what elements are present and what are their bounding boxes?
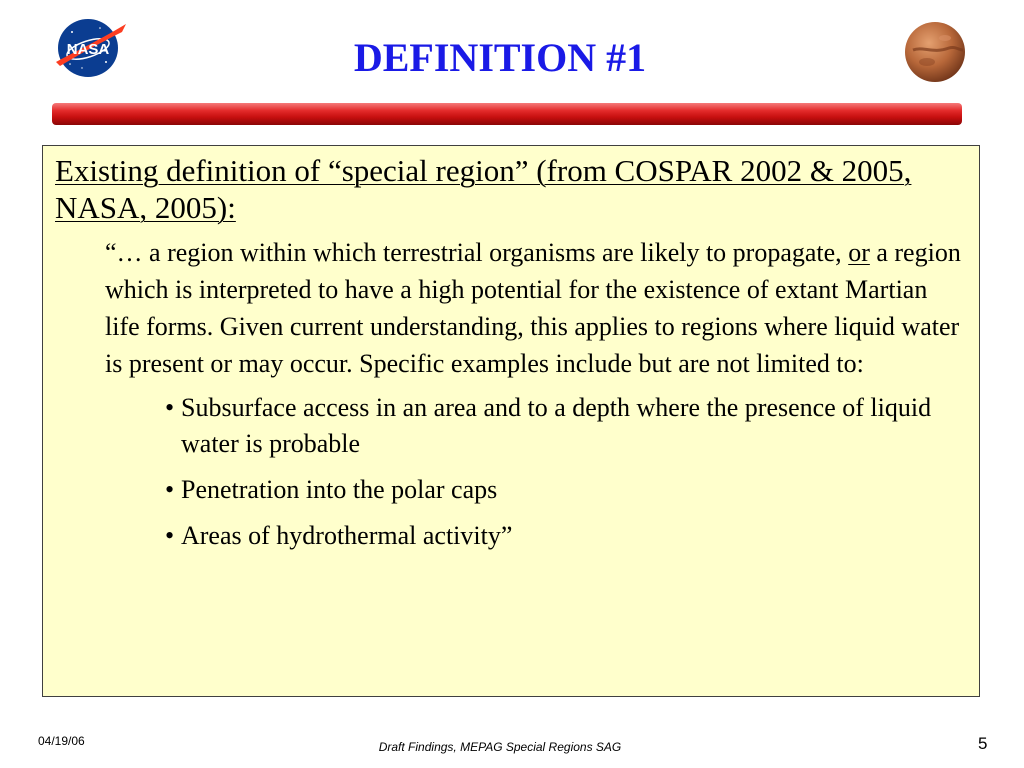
quote-text-part-1: “… a region within which terrestrial organisms are likely to propagate, — [105, 238, 849, 267]
slide-title: DEFINITION #1 — [353, 35, 647, 80]
footer-caption: Draft Findings, MEPAG Special Regions SAG — [378, 740, 622, 754]
bullet-icon: • — [165, 521, 175, 550]
mars-planet-icon — [903, 20, 967, 84]
list-item-text: Penetration into the polar caps — [181, 475, 498, 504]
examples-list — [165, 390, 965, 554]
list-item-text: Areas of hydrothermal activity” — [181, 521, 513, 550]
content-box — [42, 145, 980, 697]
quote-emphasis: or — [848, 238, 870, 267]
bullet-icon: • — [165, 393, 175, 422]
footer-date: 04/19/06 — [38, 734, 85, 748]
definition-heading: Existing definition of “special region” (from COSPAR 2002 & 2005, NASA, 2005): — [55, 153, 912, 225]
title-divider-bar — [52, 103, 962, 125]
list-item — [165, 518, 965, 554]
nasa-logo-text: NASA — [66, 41, 110, 58]
bullet-icon: • — [165, 475, 175, 504]
list-item — [165, 390, 965, 462]
list-item — [165, 472, 965, 508]
list-item-text: Subsurface access in an area and to a depth where the presence of liquid water is probable — [181, 393, 932, 458]
quote-text-part-2: a region which is interpreted to have a high potential for the existence of extant Martian life forms. Given current understanding, this applies to regions where liquid water is present or may occur. Specific examples include but are not limited to: — [105, 238, 961, 378]
definition-quote — [105, 234, 965, 382]
page-number: 5 — [978, 734, 988, 753]
